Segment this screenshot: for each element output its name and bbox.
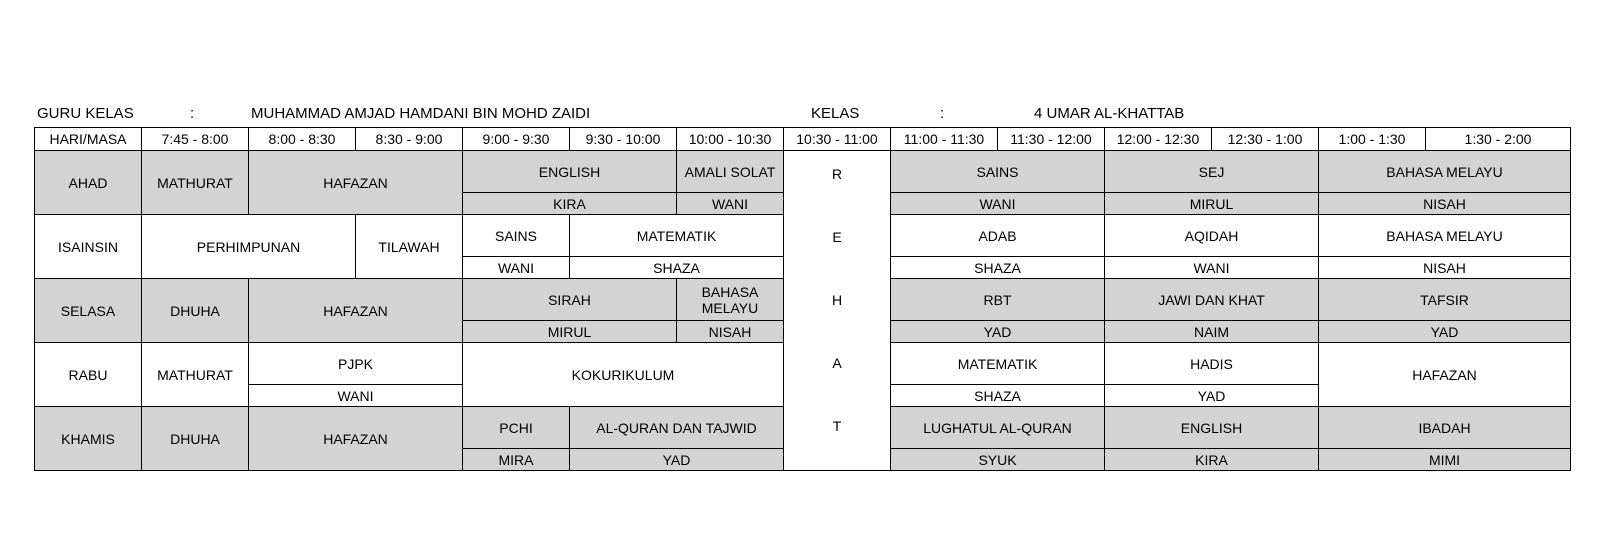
teacher-cell: WANI [677, 193, 784, 215]
subject-cell: AL-QURAN DAN TAJWID [570, 407, 784, 449]
subject-cell: TILAWAH [356, 215, 463, 279]
subject-cell: HAFAZAN [249, 151, 463, 215]
subject-cell: SEJ [1105, 151, 1319, 193]
subject-cell: TAFSIR [1319, 279, 1571, 321]
col-header: 11:30 - 12:00 [998, 128, 1105, 151]
teacher-cell: SHAZA [891, 385, 1105, 407]
col-header: 9:30 - 10:00 [570, 128, 677, 151]
rehat-letter: H [831, 292, 843, 308]
subject-cell: SIRAH [463, 279, 677, 321]
subject-cell: DHUHA [142, 407, 249, 471]
teacher-cell: YAD [891, 321, 1105, 343]
ahad-row [35, 151, 1571, 193]
rehat-letter: A [832, 355, 842, 371]
subject-cell: RBT [891, 279, 1105, 321]
teacher-cell: WANI [891, 193, 1105, 215]
day-cell: ISAINSIN [35, 215, 142, 279]
col-header: 7:45 - 8:00 [142, 128, 249, 151]
subject-cell: MATEMATIK [570, 215, 784, 257]
teacher-cell: MIRA [463, 449, 570, 471]
header-row [35, 128, 1571, 151]
subject-cell: PCHI [463, 407, 570, 449]
kelas-colon: : [940, 105, 945, 122]
rehat-letter: R [831, 166, 843, 182]
col-header: 9:00 - 9:30 [463, 128, 570, 151]
subject-cell: KOKURIKULUM [463, 343, 784, 407]
subject-text: BAHASA MELAYU [701, 283, 759, 316]
col-header: 10:00 - 10:30 [677, 128, 784, 151]
subject-cell: ADAB [891, 215, 1105, 257]
subject-cell: ENGLISH [463, 151, 677, 193]
subject-cell: MATHURAT [142, 343, 249, 407]
subject-cell: MATHURAT [142, 151, 249, 215]
col-header: 12:30 - 1:00 [1212, 128, 1319, 151]
subject-cell: HADIS [1105, 343, 1319, 385]
teacher-cell: YAD [1319, 321, 1571, 343]
col-header: 1:00 - 1:30 [1319, 128, 1426, 151]
subject-cell: HAFAZAN [1319, 343, 1571, 407]
teacher-cell: KIRA [1105, 449, 1319, 471]
col-header: 10:30 - 11:00 [784, 128, 891, 151]
col-header: 8:00 - 8:30 [249, 128, 356, 151]
subject-cell: SAINS [463, 215, 570, 257]
teacher-cell: YAD [570, 449, 784, 471]
col-header: 11:00 - 11:30 [891, 128, 998, 151]
teacher-cell: NISAH [1319, 193, 1571, 215]
subject-cell: AQIDAH [1105, 215, 1319, 257]
subject-cell: HAFAZAN [249, 279, 463, 343]
col-header: 12:00 - 12:30 [1105, 128, 1212, 151]
subject-cell: LUGHATUL AL-QURAN [891, 407, 1105, 449]
subject-cell [677, 279, 784, 321]
guru-kelas-label: GURU KELAS [37, 105, 134, 122]
subject-cell: BAHASA MELAYU [1319, 215, 1571, 257]
guru-kelas-colon: : [190, 105, 195, 122]
teacher-cell: MIMI [1319, 449, 1571, 471]
kelas-label: KELAS [811, 105, 860, 122]
rehat-letter: E [832, 229, 842, 245]
teacher-cell: SHAZA [891, 257, 1105, 279]
guru-kelas-name: MUHAMMAD AMJAD HAMDANI BIN MOHD ZAIDI [251, 105, 591, 122]
subject-cell: MATEMATIK [891, 343, 1105, 385]
col-header: 8:30 - 9:00 [356, 128, 463, 151]
subject-cell: PERHIMPUNAN [142, 215, 356, 279]
day-cell: AHAD [35, 151, 142, 215]
subject-cell: AMALI SOLAT [677, 151, 784, 193]
subject-cell: HAFAZAN [249, 407, 463, 471]
subject-cell: BAHASA MELAYU [1319, 151, 1571, 193]
subject-cell: IBADAH [1319, 407, 1571, 449]
subject-cell: PJPK [249, 343, 463, 385]
rehat-letter: T [832, 418, 842, 434]
subject-cell: JAWI DAN KHAT [1105, 279, 1319, 321]
day-cell: RABU [35, 343, 142, 407]
rehat-column [784, 151, 891, 471]
col-header: HARI/MASA [35, 128, 142, 151]
day-cell: SELASA [35, 279, 142, 343]
teacher-cell: NAIM [1105, 321, 1319, 343]
teacher-cell: MIRUL [1105, 193, 1319, 215]
day-cell: KHAMIS [35, 407, 142, 471]
teacher-cell: NISAH [677, 321, 784, 343]
teacher-cell: WANI [249, 385, 463, 407]
subject-cell: ENGLISH [1105, 407, 1319, 449]
teacher-cell: WANI [1105, 257, 1319, 279]
timetable [34, 127, 1571, 471]
col-header: 1:30 - 2:00 [1426, 128, 1571, 151]
teacher-cell: SHAZA [570, 257, 784, 279]
subject-cell: DHUHA [142, 279, 249, 343]
teacher-cell: SYUK [891, 449, 1105, 471]
teacher-cell: MIRUL [463, 321, 677, 343]
kelas-name: 4 UMAR AL-KHATTAB [1034, 105, 1185, 122]
teacher-cell: YAD [1105, 385, 1319, 407]
teacher-cell: WANI [463, 257, 570, 279]
teacher-cell: KIRA [463, 193, 677, 215]
subject-cell: SAINS [891, 151, 1105, 193]
teacher-cell: NISAH [1319, 257, 1571, 279]
